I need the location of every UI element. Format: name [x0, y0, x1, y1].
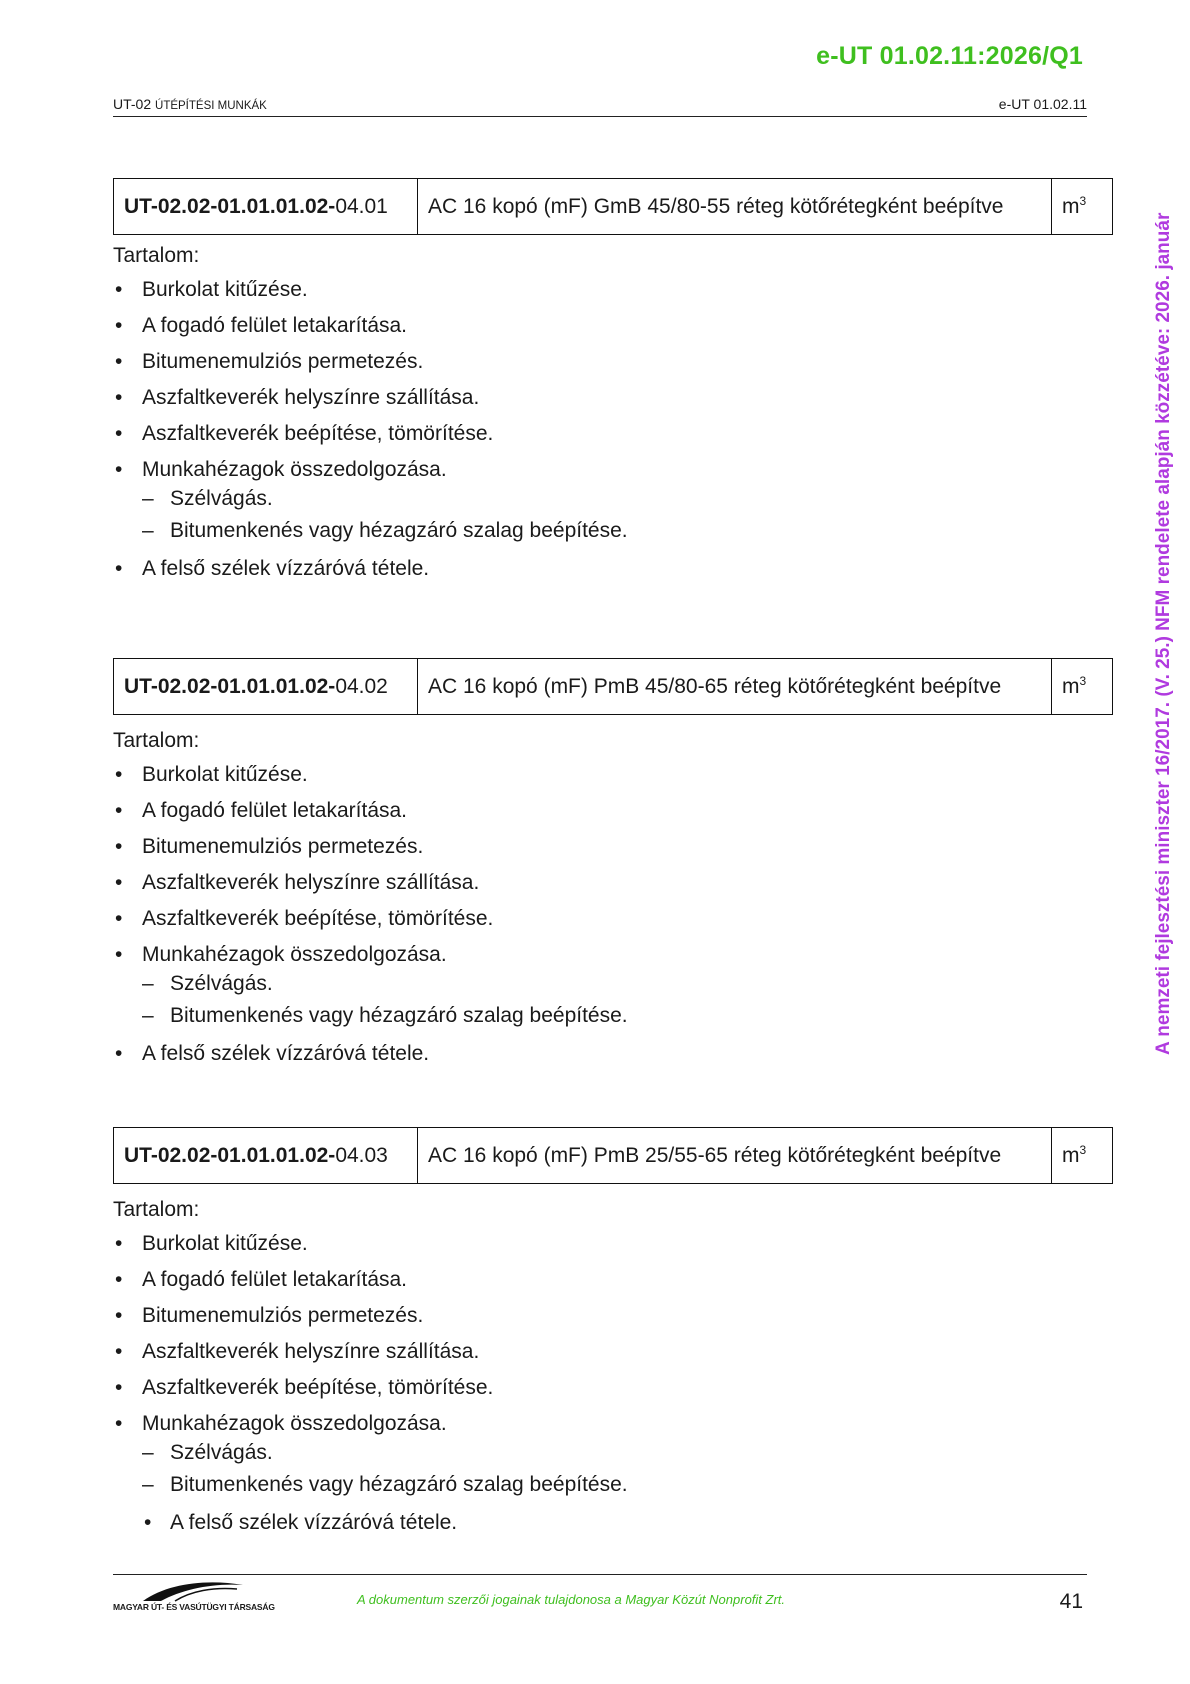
list-item: [113, 344, 1113, 380]
work-item-header-table: [113, 178, 1113, 235]
list-item: [113, 757, 1113, 793]
bullet-icon: •: [115, 871, 123, 894]
page-number: 41: [1059, 1590, 1083, 1613]
work-item-section-3: [113, 1127, 1113, 1541]
sub-list-item-text: Bitumenkenés vagy hézagzáró szalag beépítése.: [170, 519, 628, 542]
unit-superscript: 3: [1079, 1143, 1087, 1157]
dash-icon: –: [142, 519, 154, 542]
work-item-description: AC 16 kopó (mF) PmB 45/80-65 réteg kötőrétegként beépítve: [418, 659, 1052, 715]
sub-list: [142, 483, 1113, 547]
bullet-icon: •: [115, 1042, 123, 1065]
bullet-icon: •: [115, 763, 123, 786]
list-item-text: A felső szélek vízzáróvá tétele.: [142, 1042, 430, 1065]
bullet-icon: •: [115, 1304, 123, 1327]
work-item-unit: [1052, 659, 1113, 715]
list-item: [113, 551, 1113, 587]
dash-icon: –: [142, 1473, 154, 1496]
list-item: [113, 829, 1113, 865]
list-item: [113, 793, 1113, 829]
list-item-text: Burkolat kitűzése.: [142, 763, 308, 786]
bullet-icon: •: [115, 1268, 123, 1291]
bullet-icon: •: [115, 1412, 123, 1435]
dash-icon: –: [142, 1004, 154, 1027]
dash-icon: –: [142, 487, 154, 510]
list-item: [113, 1406, 1113, 1501]
bullet-icon: •: [115, 1340, 123, 1363]
list-item: [113, 1334, 1113, 1370]
bullet-icon: •: [115, 943, 123, 966]
unit-superscript: 3: [1079, 194, 1087, 208]
header-left-prefix: UT-02: [113, 96, 156, 112]
sub-list: [142, 1437, 1113, 1501]
bullet-icon: •: [115, 907, 123, 930]
footer-logo: [113, 1577, 275, 1619]
sub-list-item: [142, 1000, 1113, 1032]
list-item: [113, 308, 1113, 344]
bullet-icon: •: [115, 1232, 123, 1255]
work-item-unit: [1052, 179, 1113, 235]
list-item-text: Bitumenemulziós permetezés.: [142, 350, 424, 373]
dash-icon: –: [142, 1441, 154, 1464]
list-item: [113, 1262, 1113, 1298]
document-code: e-UT 01.02.11:2026/Q1: [816, 42, 1083, 70]
list-item-text: Bitumenemulziós permetezés.: [142, 835, 424, 858]
sub-list-item: [142, 515, 1113, 547]
sub-list-item-text: Szélvágás.: [170, 972, 273, 995]
work-item-description: AC 16 kopó (mF) PmB 25/55-65 réteg kötőrétegként beépítve: [418, 1128, 1052, 1184]
work-item-code: [114, 659, 418, 715]
list-item: [113, 1226, 1113, 1262]
list-item-text: A felső szélek vízzáróvá tétele.: [170, 1511, 458, 1534]
list-item: [113, 380, 1113, 416]
list-item-text: Aszfaltkeverék beépítése, tömörítése.: [142, 1376, 494, 1399]
work-item-description: AC 16 kopó (mF) GmB 45/80-55 réteg kötőrétegként beépítve: [418, 179, 1052, 235]
list-item-text: A felső szélek vízzáróvá tétele.: [142, 557, 430, 580]
work-item-section-2: [113, 658, 1113, 1072]
work-item-unit: [1052, 1128, 1113, 1184]
unit-base: m: [1062, 1144, 1080, 1167]
code-bold-part: UT-02.02-01.01.01.02-: [124, 194, 336, 218]
content-list: [113, 1226, 1113, 1541]
side-note: A nemzeti fejlesztési miniszter 16/2017. (V. 25.) NFM rendelete alapján közzétéve: 2026. január: [1153, 212, 1174, 1055]
footer-logo-text: MAGYAR ÚT- ÉS VASÚTÜGYI TÁRSASÁG: [113, 1602, 275, 1612]
work-item-header-table: [113, 658, 1113, 715]
bullet-icon: •: [115, 835, 123, 858]
list-item: [113, 452, 1113, 547]
list-item-text: A fogadó felület letakarítása.: [142, 1268, 408, 1291]
list-item-text: Aszfaltkeverék helyszínre szállítása.: [142, 1340, 480, 1363]
list-item-text: Bitumenemulziós permetezés.: [142, 1304, 424, 1327]
list-item-text: Munkahézagok összedolgozása.: [142, 458, 447, 481]
code-bold-part: UT-02.02-01.01.01.02-: [124, 674, 336, 698]
list-item-text: A fogadó felület letakarítása.: [142, 799, 408, 822]
running-header: [113, 96, 1087, 117]
list-item: [113, 1036, 1113, 1072]
content-list: [113, 272, 1113, 587]
list-item: [113, 1298, 1113, 1334]
footer-copyright: A dokumentum szerzői jogainak tulajdonosa a Magyar Közút Nonprofit Zrt.: [357, 1592, 786, 1607]
bullet-icon: •: [115, 557, 123, 580]
work-item-section-1: [113, 178, 1113, 587]
footer-divider: [113, 1574, 1087, 1575]
work-item-code: [114, 179, 418, 235]
code-rest-part: 04.02: [335, 674, 388, 698]
bullet-icon: •: [115, 799, 123, 822]
sub-list-item-text: Szélvágás.: [170, 487, 273, 510]
unit-base: m: [1062, 195, 1080, 218]
dash-icon: –: [142, 972, 154, 995]
bullet-icon: •: [115, 278, 123, 301]
header-left: [113, 96, 267, 112]
list-item: [113, 937, 1113, 1032]
tartalom-label: Tartalom:: [113, 1198, 200, 1221]
tartalom-label: Tartalom:: [113, 729, 200, 752]
header-left-smallcaps: ÚTÉPÍTÉSI MUNKÁK: [155, 100, 267, 112]
sub-list-item: [142, 1469, 1113, 1501]
bullet-icon: •: [115, 350, 123, 373]
list-item-text: Burkolat kitűzése.: [142, 278, 308, 301]
bullet-icon: •: [115, 422, 123, 445]
header-right: e-UT 01.02.11: [998, 96, 1087, 112]
list-item-text: Aszfaltkeverék beépítése, tömörítése.: [142, 907, 494, 930]
sub-list-item-text: Szélvágás.: [170, 1441, 273, 1464]
work-item-code: [114, 1128, 418, 1184]
bullet-icon: •: [115, 386, 123, 409]
list-item-text: Aszfaltkeverék beépítése, tömörítése.: [142, 422, 494, 445]
list-item-text: Aszfaltkeverék helyszínre szállítása.: [142, 871, 480, 894]
bullet-icon: •: [144, 1511, 152, 1534]
content-list: [113, 757, 1113, 1072]
bullet-icon: •: [115, 458, 123, 481]
sub-list-item: [142, 1437, 1113, 1469]
work-item-header-table: [113, 1127, 1113, 1184]
unit-superscript: 3: [1079, 674, 1087, 688]
list-item-text: A fogadó felület letakarítása.: [142, 314, 408, 337]
bullet-icon: •: [115, 1376, 123, 1399]
tartalom-label: Tartalom:: [113, 244, 200, 267]
list-item: [113, 1370, 1113, 1406]
sub-list-item: [142, 968, 1113, 1000]
list-item-text: Munkahézagok összedolgozása.: [142, 1412, 447, 1435]
list-item: [113, 416, 1113, 452]
bullet-icon: •: [115, 314, 123, 337]
list-item-text: Munkahézagok összedolgozása.: [142, 943, 447, 966]
sub-list-item-text: Bitumenkenés vagy hézagzáró szalag beépítése.: [170, 1004, 628, 1027]
code-rest-part: 04.03: [335, 1143, 388, 1167]
code-bold-part: UT-02.02-01.01.01.02-: [124, 1143, 336, 1167]
unit-base: m: [1062, 675, 1080, 698]
list-item: [113, 1505, 1113, 1541]
road-logo-icon: [113, 1577, 263, 1603]
sub-list-item: [142, 483, 1113, 515]
list-item-text: Burkolat kitűzése.: [142, 1232, 308, 1255]
list-item-text: Aszfaltkeverék helyszínre szállítása.: [142, 386, 480, 409]
list-item: [113, 865, 1113, 901]
sub-list: [142, 968, 1113, 1032]
sub-list-item-text: Bitumenkenés vagy hézagzáró szalag beépítése.: [170, 1473, 628, 1496]
code-rest-part: 04.01: [335, 194, 388, 218]
list-item: [113, 901, 1113, 937]
list-item: [113, 272, 1113, 308]
